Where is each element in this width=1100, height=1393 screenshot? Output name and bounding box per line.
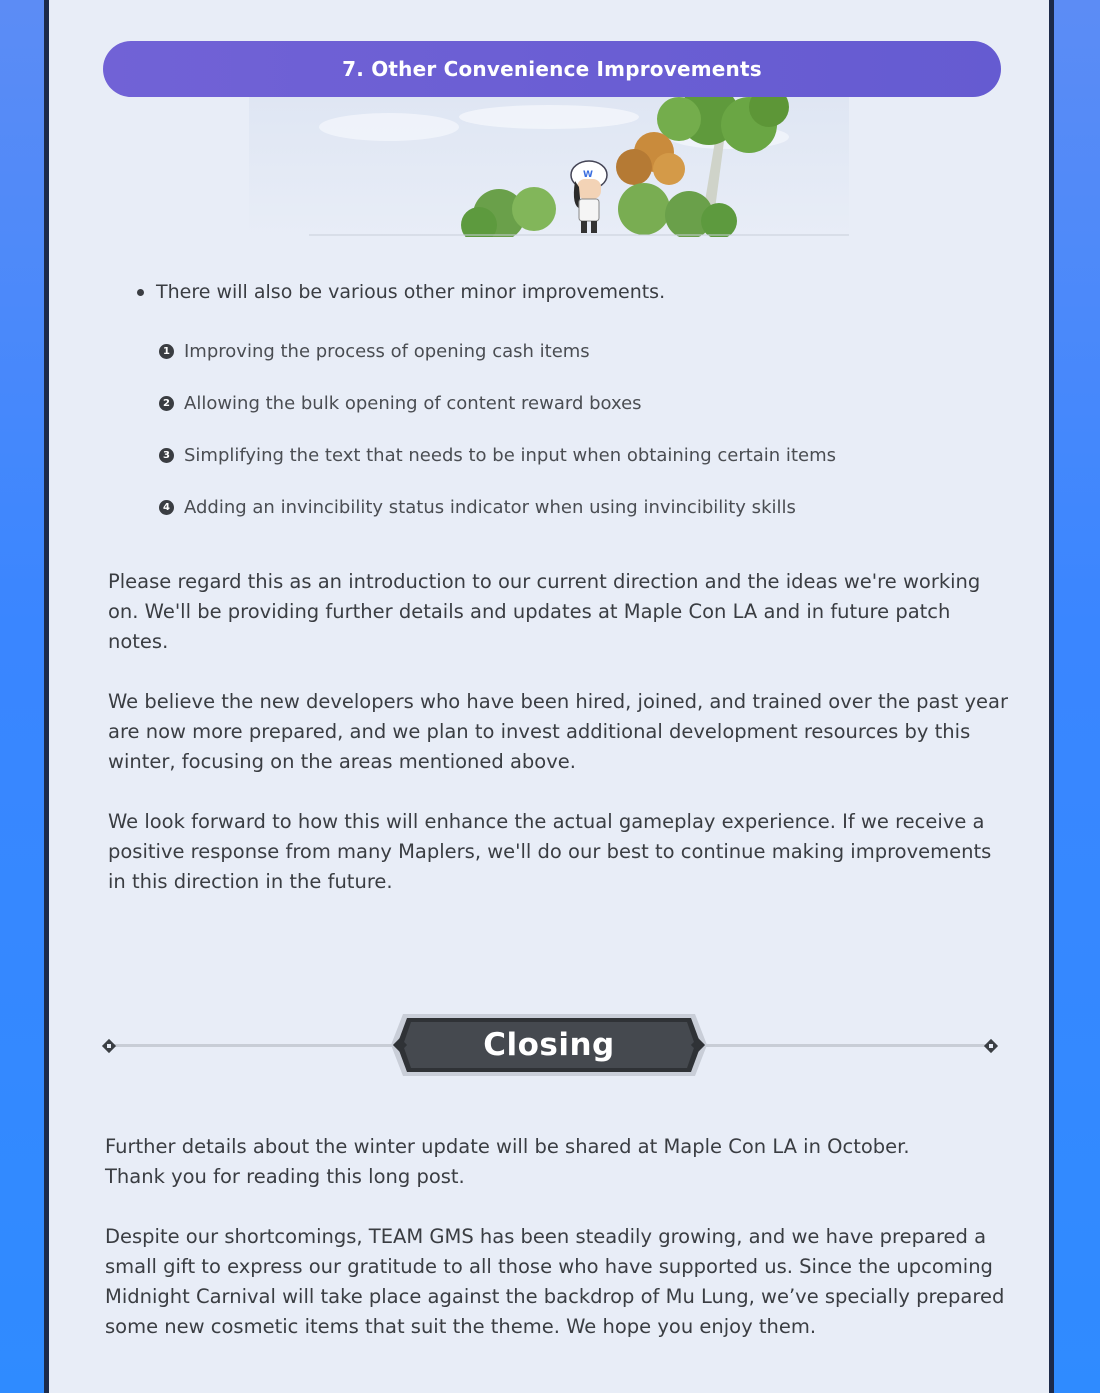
number-badge: 3 [159, 448, 174, 463]
list-item [159, 341, 590, 362]
list-item-text: Simplifying the text that needs to be input when obtaining certain items [184, 445, 836, 466]
diamond-ornament-right [981, 1036, 1001, 1056]
section-header [103, 41, 1001, 97]
number-badge: 2 [159, 396, 174, 411]
content-panel [49, 0, 1049, 1393]
list-item [159, 393, 642, 414]
divider-line-left [109, 1044, 399, 1047]
number-badge: 4 [159, 500, 174, 515]
paragraph: Further details about the winter update will be shared at Maple Con LA in October. Thank you for reading this long post. [105, 1135, 910, 1188]
bullet-main-text: There will also be various other minor improvements. [156, 281, 666, 303]
paragraph: Please regard this as an introduction to our current direction and the ideas we're working on. We'll be providing further details and updates at Maple Con LA and in future patch notes. [108, 570, 981, 653]
paragraph: We look forward to how this will enhance the actual gameplay experience. If we receive a positive response from many Maplers, we'll do our best to continue making improvements in this direction in the future. [108, 810, 992, 893]
diamond-ornament-left [99, 1036, 119, 1056]
closing-banner [389, 1012, 709, 1078]
svg-text:W: W [583, 170, 593, 180]
frame-border-right [1049, 0, 1054, 1393]
scene-illustration [249, 97, 849, 237]
section-title: 7. Other Convenience Improvements [342, 57, 762, 81]
bullet-main [137, 281, 665, 303]
list-item [159, 497, 796, 518]
list-item-text: Adding an invincibility status indicator when using invincibility skills [184, 497, 796, 518]
divider-line-right [699, 1044, 989, 1047]
paragraph: Despite our shortcomings, TEAM GMS has been steadily growing, and we have prepared a small gift to express our gratitude to all those who have supported us. Since the upcoming Midnight Carnival will take place against the backdrop of Mu Lung, we’ve specially prepared some new cosmetic items that suit the theme. We hope you enjoy them. [105, 1225, 1005, 1338]
number-badge: 1 [159, 344, 174, 359]
list-item [159, 445, 836, 466]
bullet-dot [137, 289, 144, 296]
list-item-text: Allowing the bulk opening of content reward boxes [184, 393, 642, 414]
list-item-text: Improving the process of opening cash items [184, 341, 590, 362]
closing-title: Closing [483, 1027, 615, 1063]
closing-divider [99, 1010, 999, 1082]
paragraph: We believe the new developers who have been hired, joined, and trained over the past year are now more prepared, and we plan to invest additional development resources by this winter, focusing on the areas mentioned above. [108, 690, 1008, 773]
